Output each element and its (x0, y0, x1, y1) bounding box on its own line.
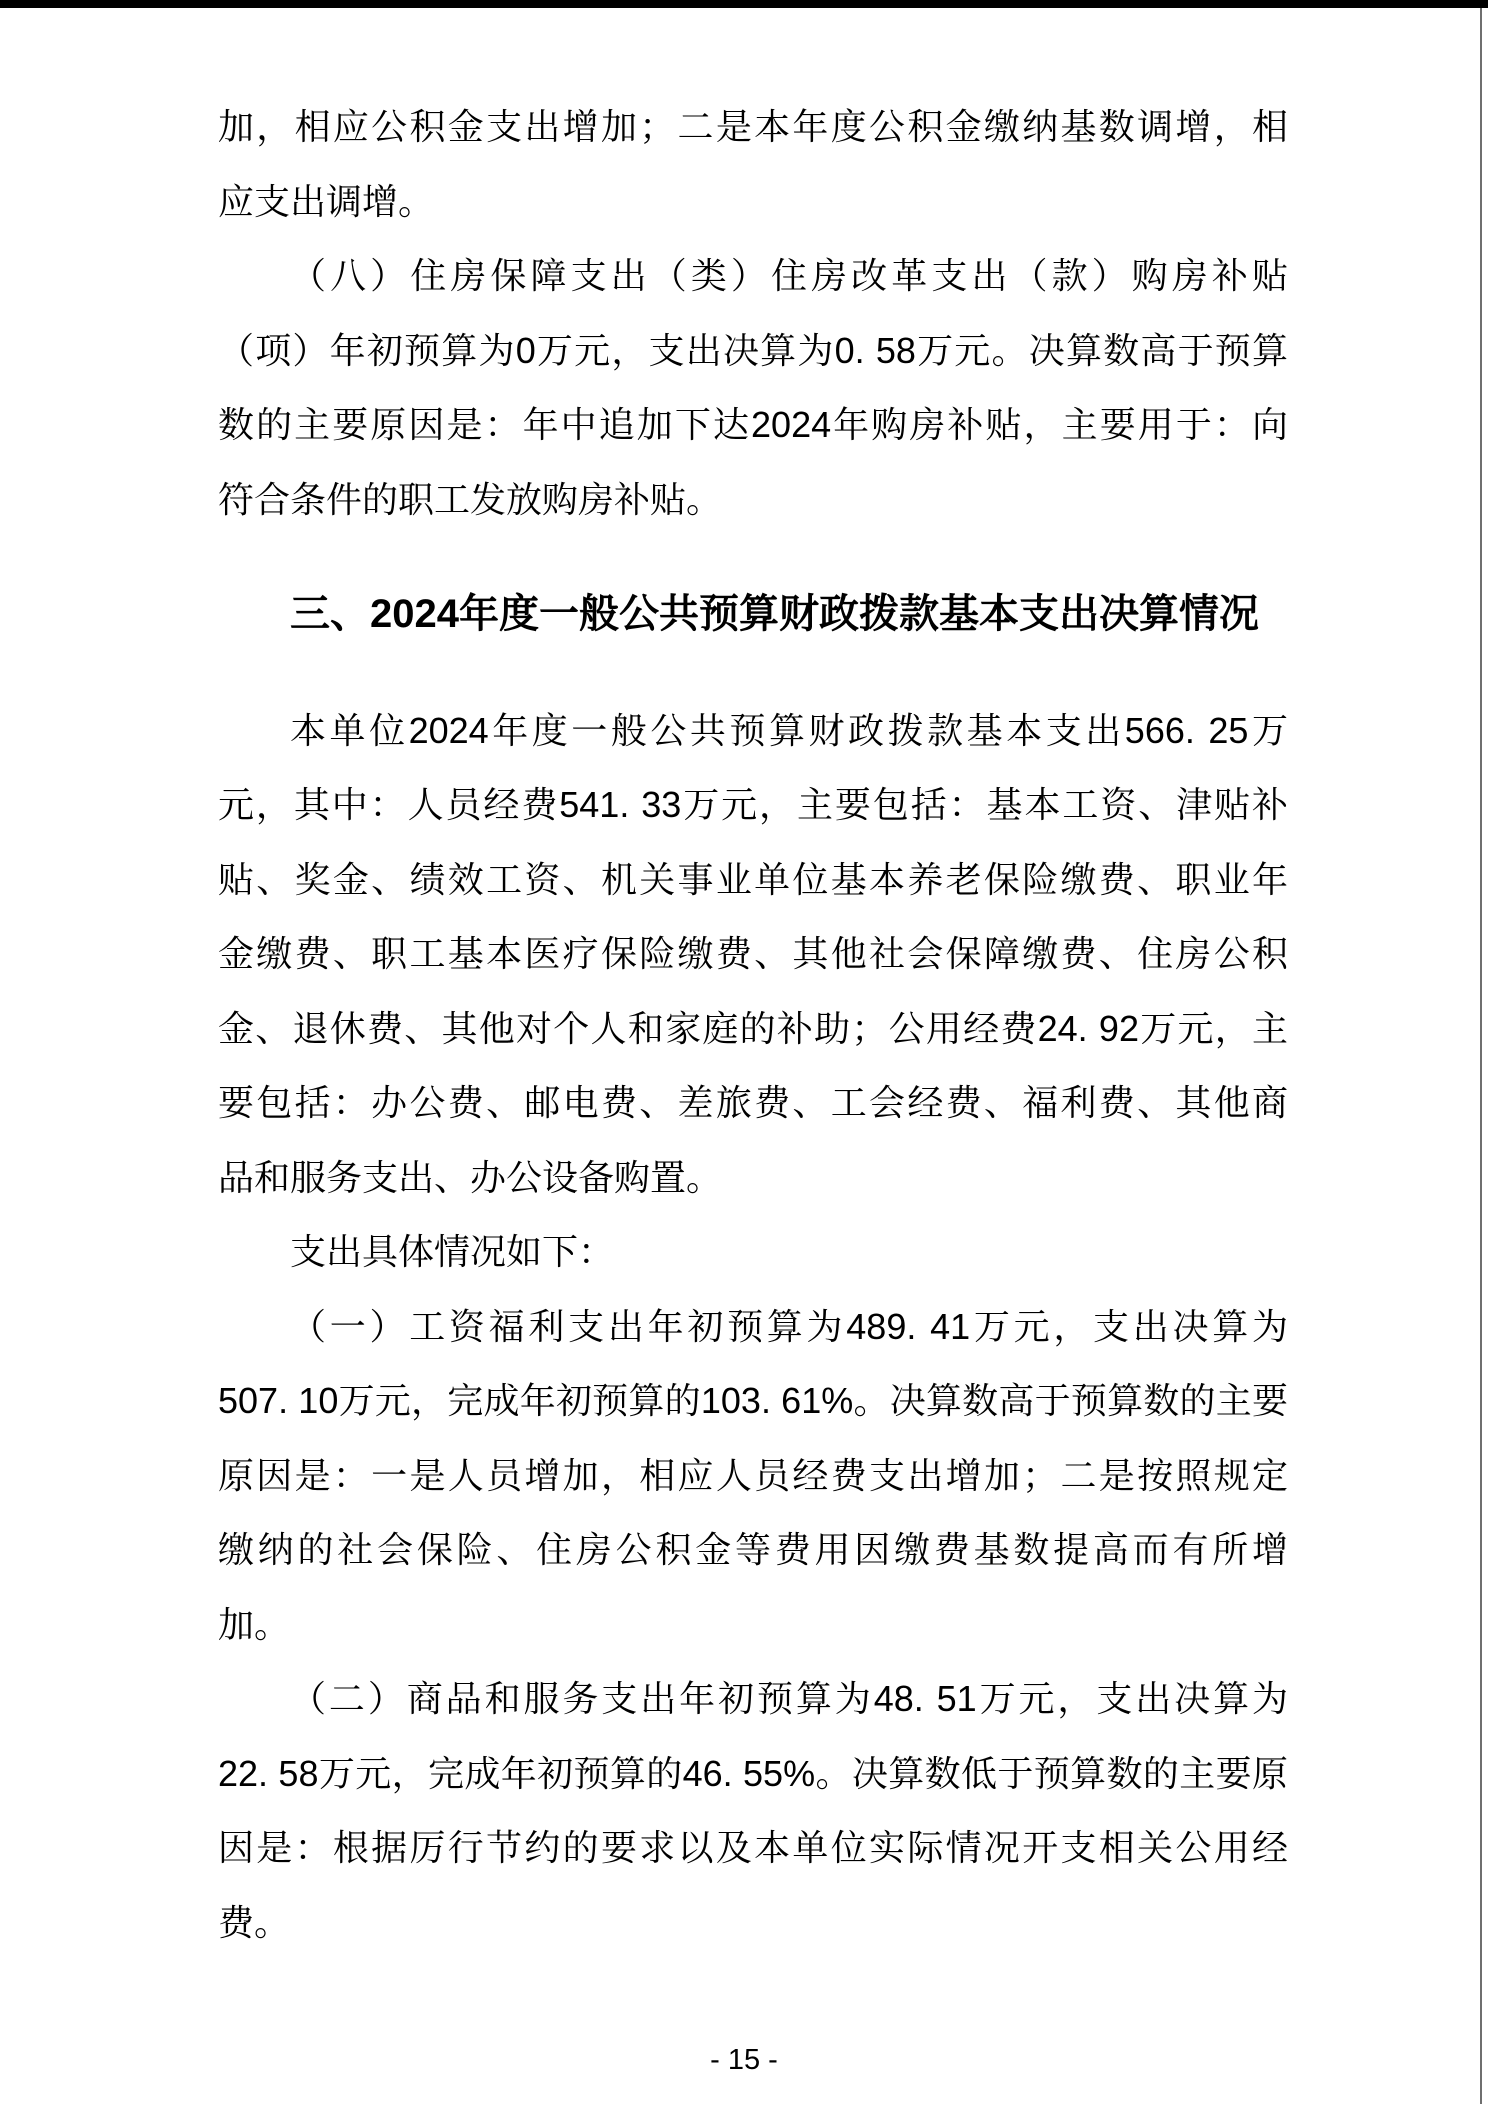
text-line: 贴、奖金、绩效工资、机关事业单位基本养老保险缴费、职业年 (218, 858, 1288, 900)
text-line: 应支出调增。 (218, 180, 435, 222)
text-line: 金缴费、职工基本医疗保险缴费、其他社会保障缴费、住房公积 (218, 933, 1288, 974)
text-line: 符合条件的职工发放购房补贴。 (218, 478, 723, 520)
text-line: （二）商品和服务支出年初预算为48. 51万元，支出决算为 (290, 1678, 1288, 1719)
text-line: （项）年初预算为0万元，支出决算为0. 58万元。决算数高于预算 (218, 329, 1288, 371)
scan-right-border (1480, 8, 1482, 2104)
section-heading: 三、2024年度一般公共预算财政拨款基本支出决算情况 (290, 592, 1259, 636)
text-line: 507. 10万元，完成年初预算的103. 61%。决算数高于预算数的主要 (218, 1380, 1288, 1421)
text-line: 要包括：办公费、邮电费、差旅费、工会经费、福利费、其他商 (218, 1082, 1288, 1123)
text-line: 因是：根据厉行节约的要求以及本单位实际情况开支相关公用经 (218, 1827, 1288, 1868)
text-line: 加。 (218, 1603, 291, 1645)
text-line: 加，相应公积金支出增加；二是本年度公积金缴纳基数调增，相 (218, 106, 1288, 147)
text-line: 22. 58万元，完成年初预算的46. 55%。决算数低于预算数的主要原 (218, 1752, 1288, 1794)
page-footer (0, 2040, 1488, 2080)
text-line: 数的主要原因是：年中追加下达2024年购房补贴，主要用于：向 (218, 404, 1288, 445)
text-line: 品和服务支出、办公设备购置。 (218, 1156, 723, 1198)
document-body (218, 90, 1288, 1960)
text-line: 金、退休费、其他对个人和家庭的补助；公用经费24. 92万元，主 (218, 1007, 1288, 1049)
text-line: 费。 (218, 1901, 291, 1943)
text-line: 缴纳的社会保险、住房公积金等费用因缴费基数提高而有所增 (218, 1529, 1288, 1570)
text-line: 支出具体情况如下： (290, 1231, 615, 1272)
page-number: - 15 - (710, 2044, 778, 2076)
text-line: 本单位2024年度一般公共预算财政拨款基本支出566. 25万 (290, 709, 1288, 751)
text-line: 原因是：一是人员增加，相应人员经费支出增加；二是按照规定 (218, 1454, 1288, 1496)
text-line: （一）工资福利支出年初预算为489. 41万元，支出决算为 (290, 1305, 1288, 1347)
text-line: 元，其中：人员经费541. 33万元，主要包括：基本工资、津贴补 (218, 784, 1288, 825)
scan-top-border (0, 0, 1488, 8)
text-line: （八）住房保障支出（类）住房改革支出（款）购房补贴 (290, 255, 1288, 296)
